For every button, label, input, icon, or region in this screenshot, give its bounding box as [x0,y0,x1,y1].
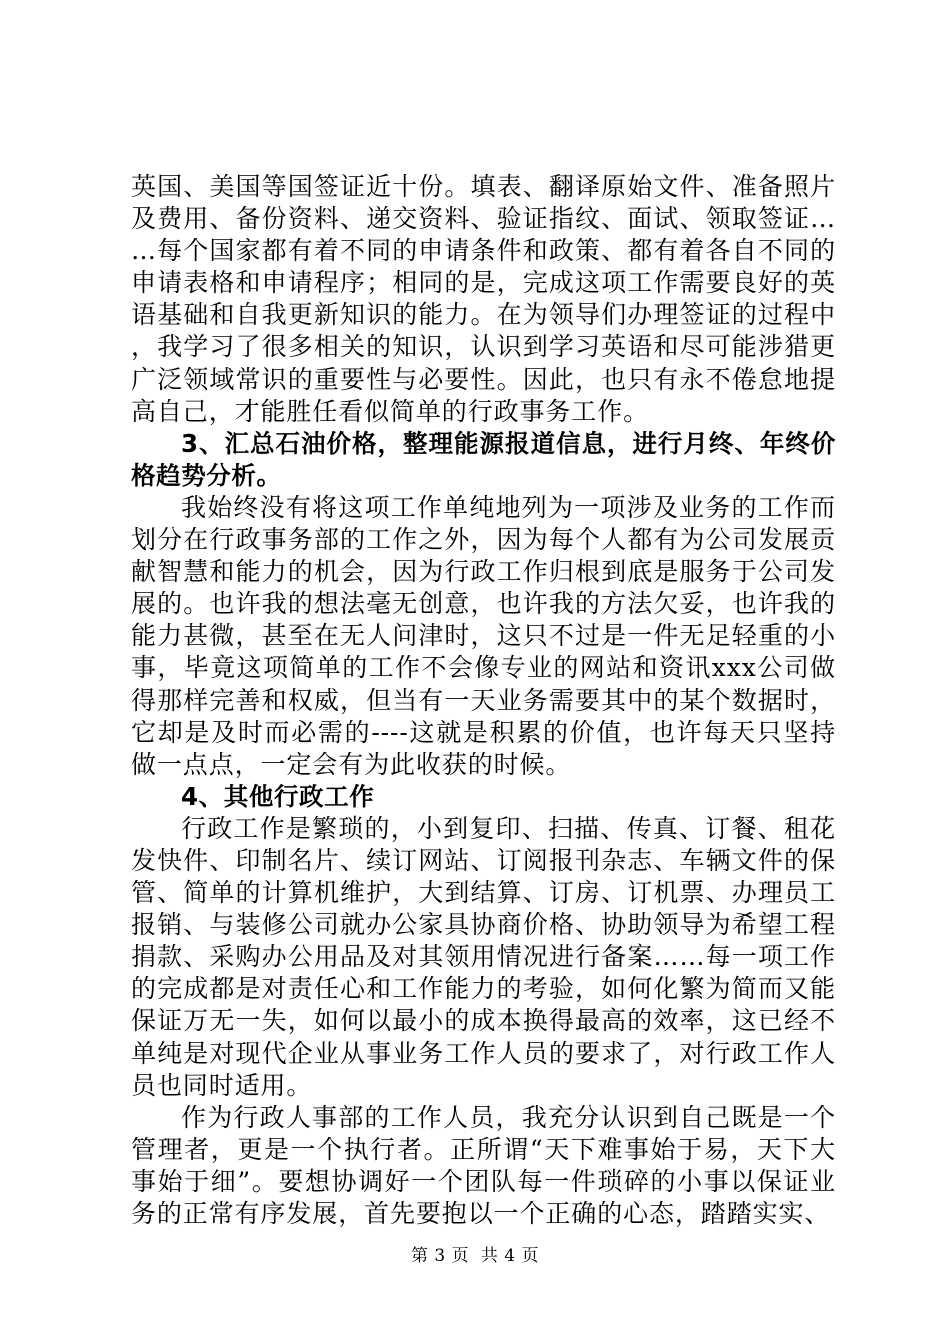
page-number-footer: 第 3 页 共 4 页 [410,1246,540,1266]
paragraph-oil-price-work: 我始终没有将这项工作单纯地列为一项涉及业务的工作而划分在行政事务部的工作之外，因为每个人都有为公司发展贡献智慧和能力的机会，因为行政工作归根到底是服务于公司发展的。也许我的想法毫无创意，也许我的方法欠妥，也许我的能力甚微，甚至在无人问津时，这只不过是一件无足轻重的小事，毕竟这项简单的工作不会像专业的网站和资讯xxx公司做得那样完善和权威，但当有一天业务需要其中的某个数据时，它却是及时而必需的----这就是积累的价值，也许每天只坚持做一点点，一定会有为此收获的时候。 [131,492,836,779]
heading-oil-price-analysis: 3、汇总石油价格，整理能源报道信息，进行月终、年终价格趋势分析。 [131,428,836,490]
paragraph-visa-continued: 英国、美国等国签证近十份。填表、翻译原始文件、准备照片及费用、备份资料、递交资料、验证指纹、面试、领取签证……每个国家都有着不同的申请条件和政策、都有着各自不同的申请表格和申请程序；相同的是，完成这项工作需要良好的英语基础和自我更新知识的能力。在为领导们办理签证的过程中，我学习了很多相关的知识，认识到学习英语和尽可能涉猎更广泛领域常识的重要性与必要性。因此，也只有永不倦怠地提高自己，才能胜任看似简单的行政事务工作。 [131,172,836,426]
paragraph-role-reflection: 作为行政人事部的工作人员，我充分认识到自己既是一个管理者，更是一个执行者。正所谓“天下难事始于易，天下大事始于细”。要想协调好一个团队每一件琐碎的小事以保证业务的正常有序发展，首先要抱以一个正确的心态，踏踏实实、 [131,1102,836,1228]
heading-other-admin-work: 4、其他行政工作 [181,781,375,811]
document-body [131,171,836,1230]
paragraph-admin-tasks: 行政工作是繁琐的，小到复印、扫描、传真、订餐、租花发快件、印制名片、续订网站、订阅报刊杂志、车辆文件的保管、简单的计算机维护，大到结算、订房、订机票、办理员工报销、与装修公司就办公家具协商价格、协助领导为希望工程捐款、采购办公用品及对其领用情况进行备案……每一项工作的完成都是对责任心和工作能力的考验，如何化繁为简而又能保证万无一失，如何以最小的成本换得最高的效率，这已经不单纯是对现代企业从事业务工作人员的要求了，对行政工作人员也同时适用。 [131,813,836,1100]
